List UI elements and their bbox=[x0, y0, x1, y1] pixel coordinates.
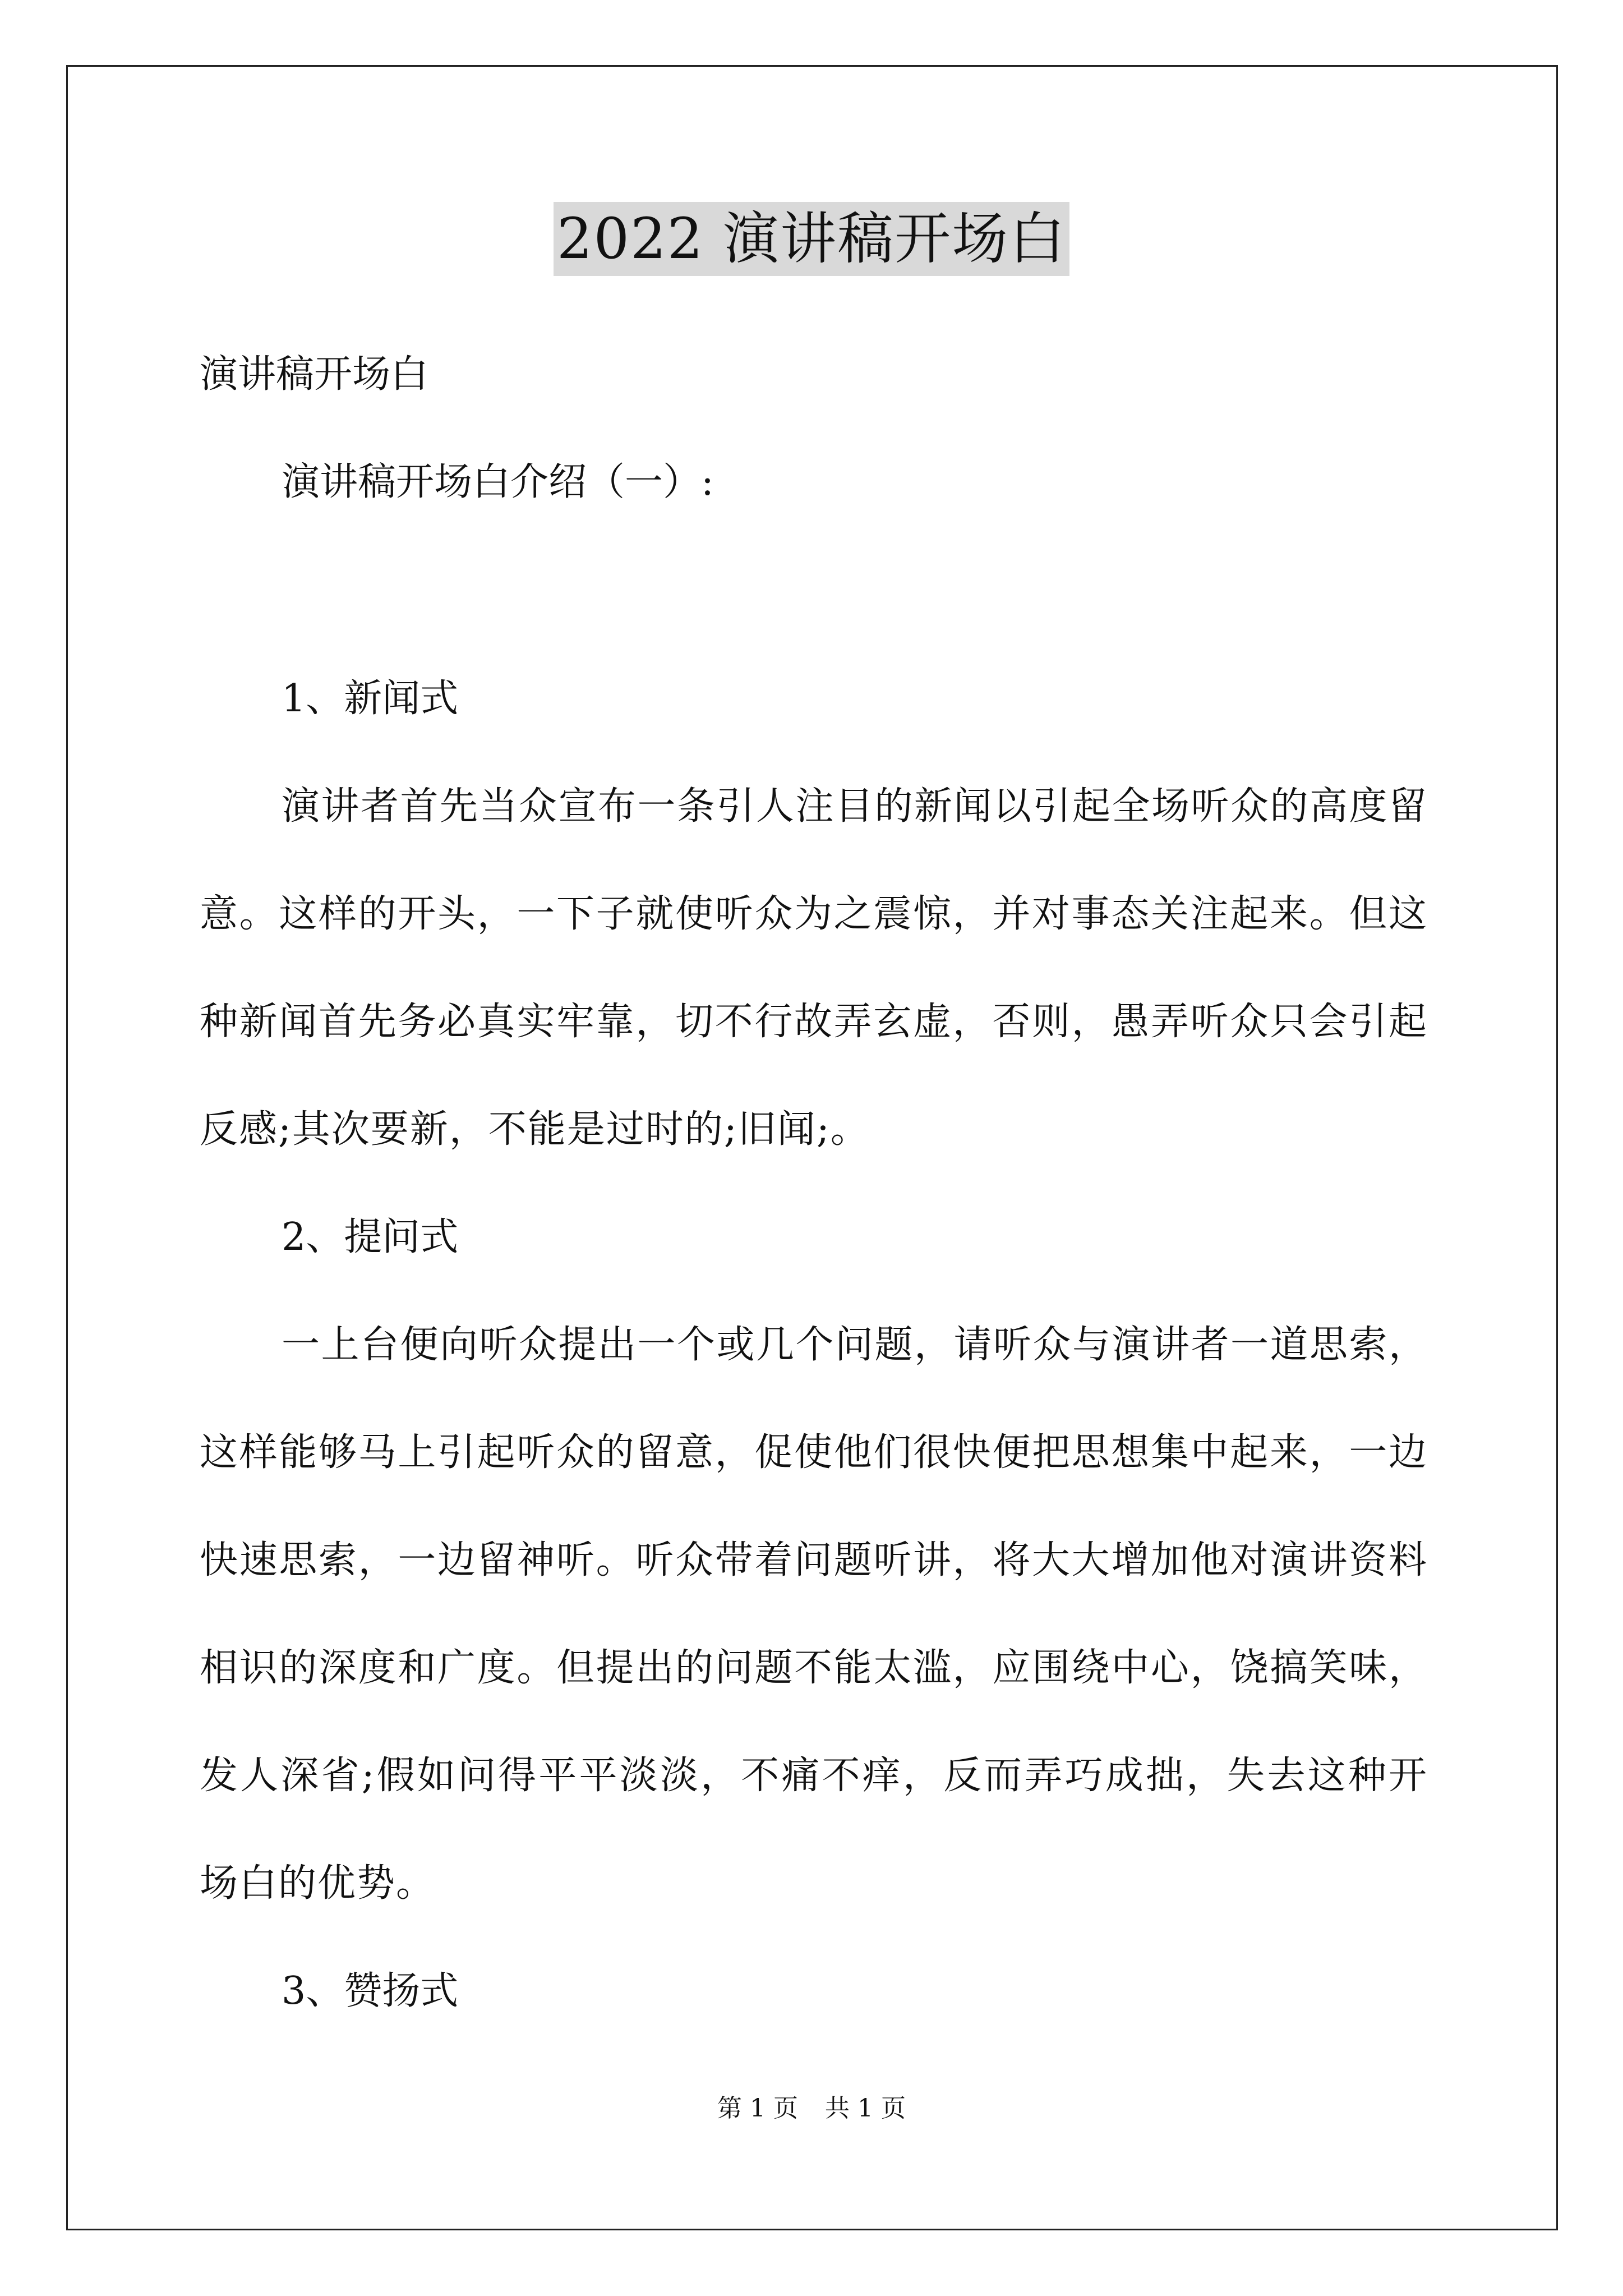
intro-heading: 演讲稿开场白介绍（一）: bbox=[282, 460, 714, 504]
page-number-current: 第 1 页 bbox=[717, 2094, 798, 2123]
section-heading-1: 1、新闻式 bbox=[282, 677, 459, 721]
page-number-total: 共 1 页 bbox=[825, 2094, 906, 2123]
section-body-1: 演讲者首先当众宣布一条引人注目的新闻以引起全场听众的高度留意。这样的开头，一下子就使听众为之震惊，并对事态关注起来。但这种新闻首先务必真实牢靠，切不行故弄玄虚，否则，愚弄听众只会引起反感;其次要新，不能是过时的;旧闻;。 bbox=[200, 784, 1428, 1152]
section-heading-2: 2、提问式 bbox=[282, 1215, 459, 1259]
title-container bbox=[0, 202, 1623, 276]
document-body bbox=[200, 348, 1428, 2018]
section-body-2: 一上台便向听众提出一个或几个问题，请听众与演讲者一道思索，这样能够马上引起听众的留意，促使他们很快便把思想集中起来，一边快速思索，一边留神听。听众带着问题听讲，将大大增加他对演讲资料相识的深度和广度。但提出的问题不能太滥，应围绕中心，饶搞笑味，发人深省;假如问得平平淡淡，不痛不痒，反而弄巧成拙，失去这种开场白的优势。 bbox=[200, 1323, 1428, 1906]
section-heading-3: 3、赞扬式 bbox=[282, 1969, 459, 2013]
page-footer bbox=[0, 2088, 1623, 2124]
subtitle: 演讲稿开场白 bbox=[200, 352, 429, 397]
document-title: 2022 演讲稿开场白 bbox=[554, 202, 1069, 276]
